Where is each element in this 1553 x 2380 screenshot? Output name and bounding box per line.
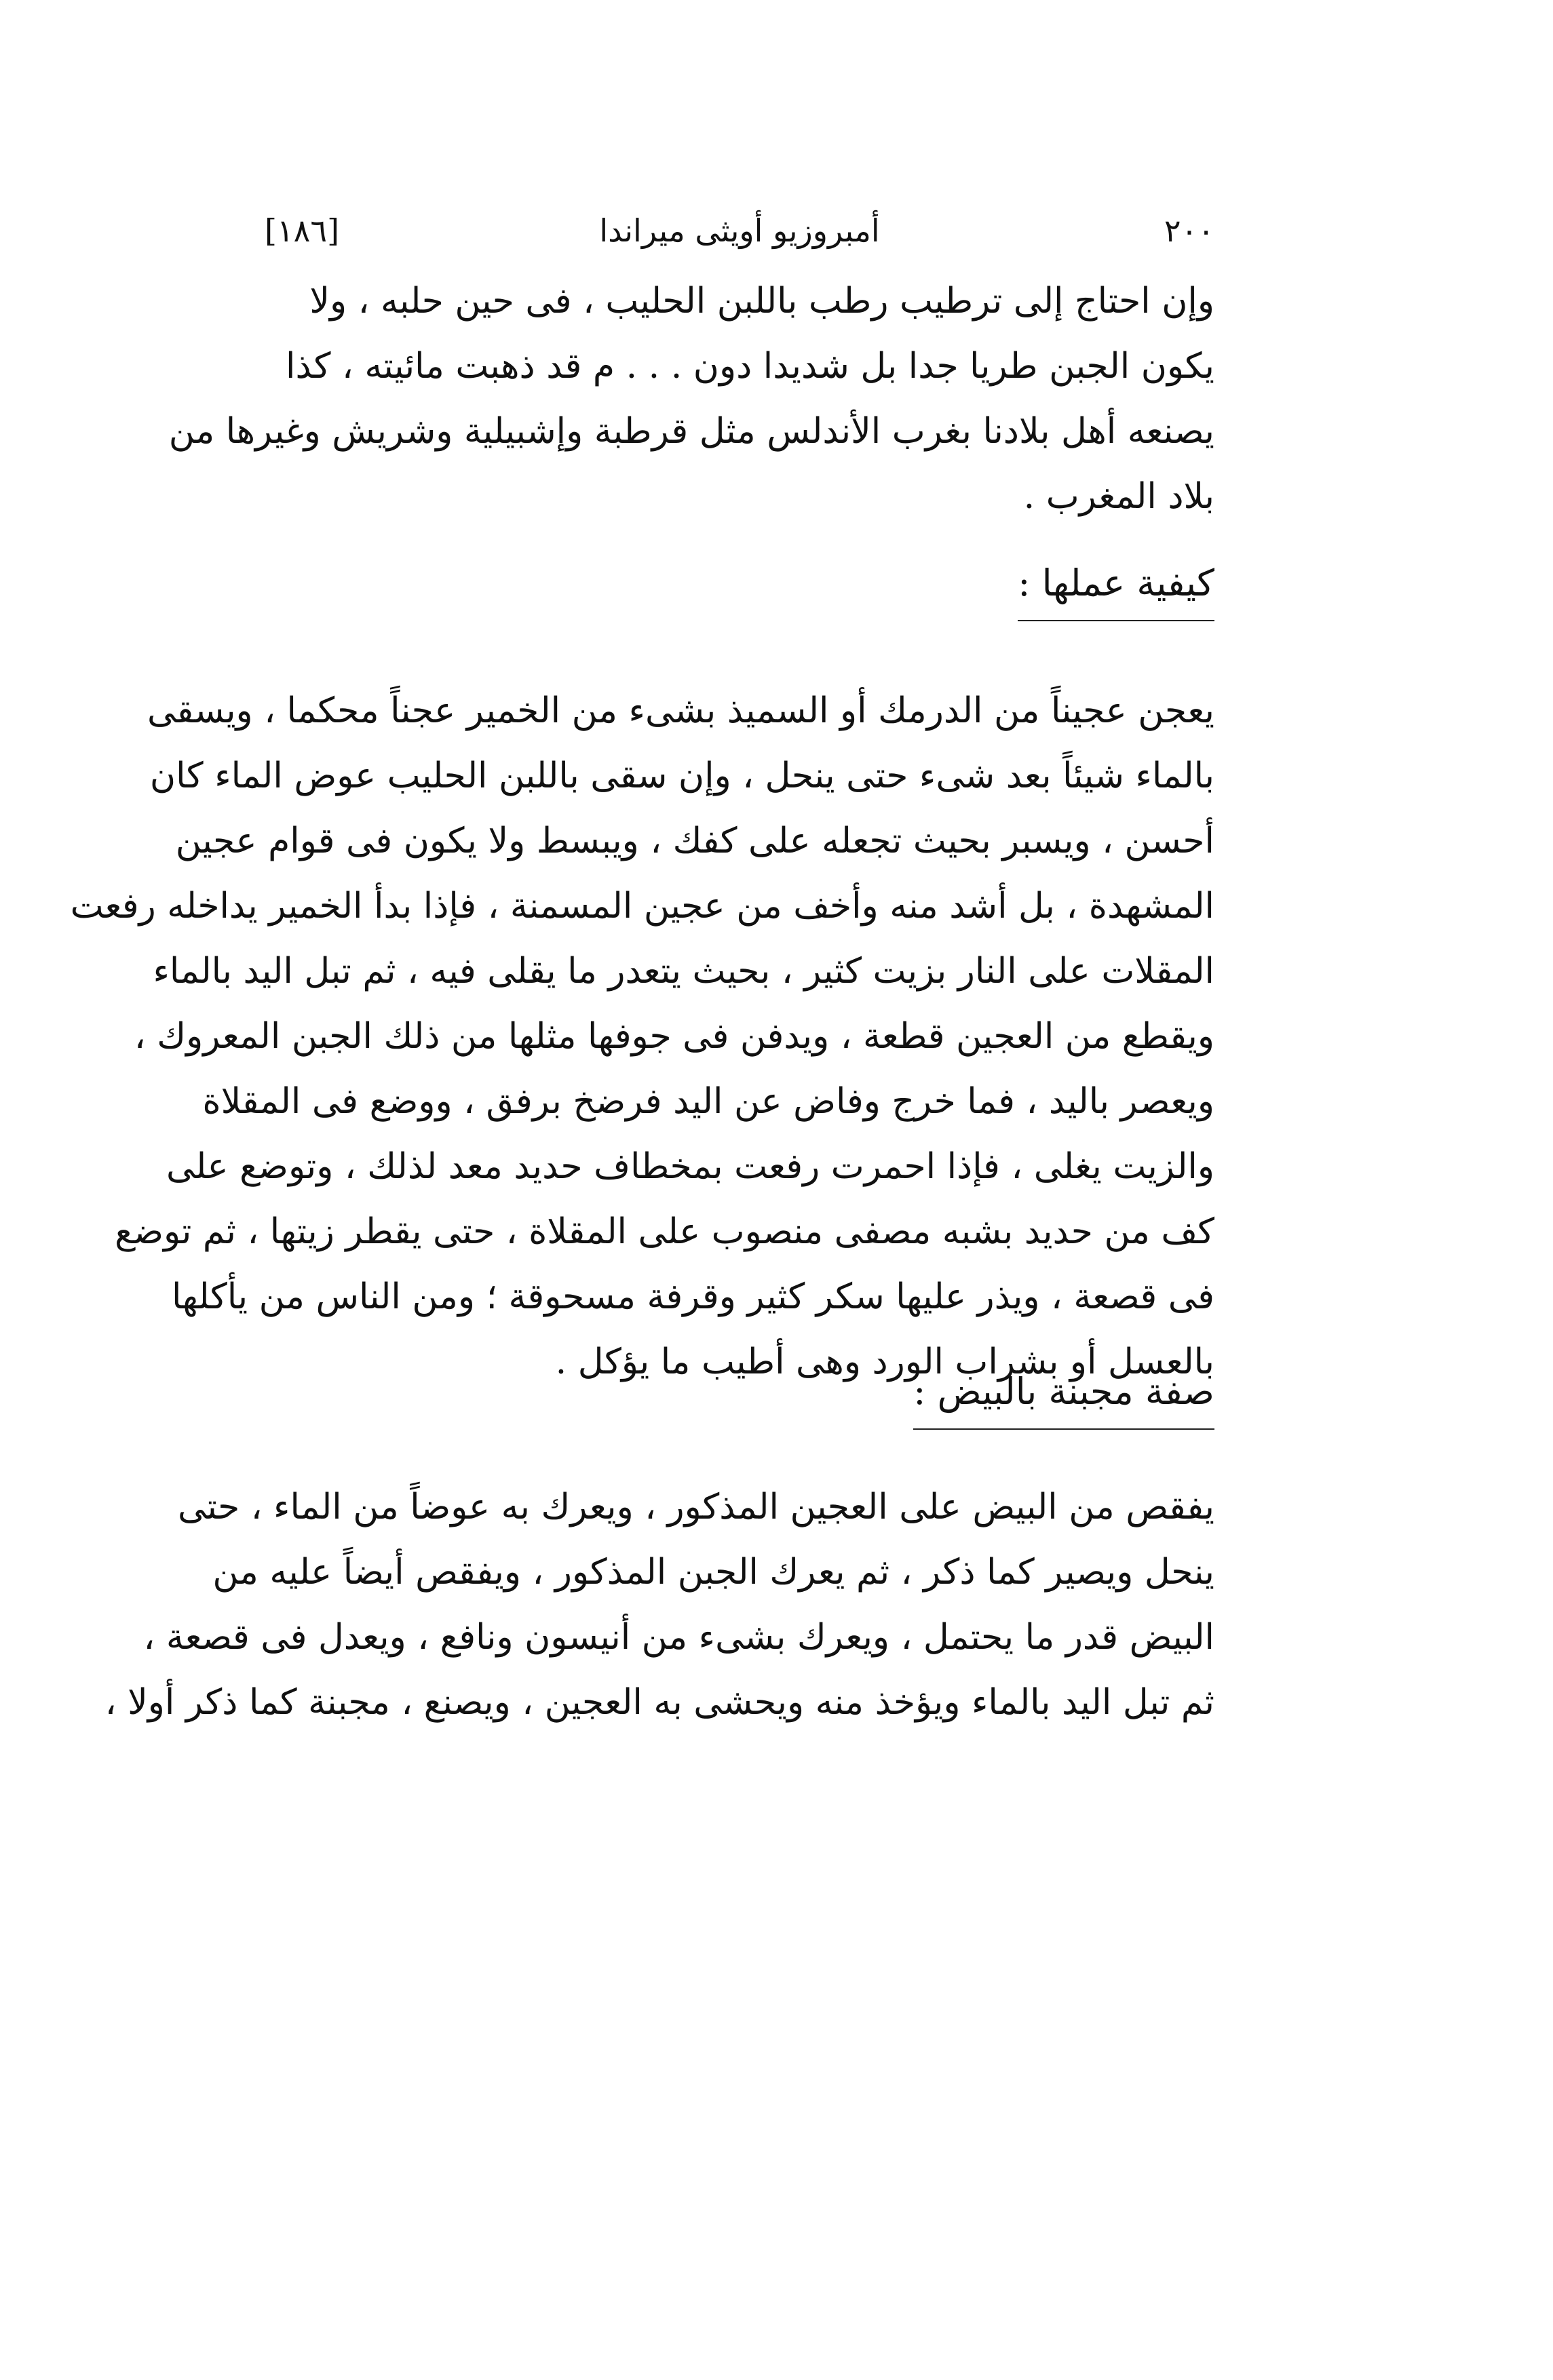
paragraph-2 <box>70 678 1214 1394</box>
text-line: المشهدة ، بل أشد منه وأخف من عجين المسمنة ، فإذا بدأ الخمير يداخله رفعت <box>70 886 1214 926</box>
paragraph-1 <box>168 269 1214 529</box>
text-line: بالعسل أو بشراب الورد وهى أطيب ما يؤكل . <box>555 1342 1214 1382</box>
running-title: أمبروزيو أويثى ميراندا <box>599 212 880 249</box>
text-line: أحسن ، ويسبر بحيث تجعله على كفك ، ويبسط ولا يكون فى قوام عجين <box>175 821 1214 861</box>
text-line: وإن احتاج إلى ترطيب رطب باللبن الحليب ، فى حين حلبه ، ولا <box>309 281 1214 321</box>
text-line: كف من حديد بشبه مصفى منصوب على المقلاة ، حتى يقطر زيتها ، ثم توضع <box>115 1211 1214 1252</box>
text-line: يفقص من البيض على العجين المذكور ، ويعرك به عوضاً من الماء ، حتى <box>178 1487 1214 1527</box>
text-line: بلاد المغرب . <box>1023 476 1214 517</box>
text-line: يعجن عجيناً من الدرمك أو السميذ بشىء من الخمير عجناً محكما ، ويسقى <box>147 690 1214 731</box>
section-heading-egg-mujabbana: صفة مجبنة بالبيض : <box>913 1365 1214 1430</box>
page-number: ٢٠٠ <box>1164 212 1214 249</box>
text-line: يكون الجبن طريا جدا بل شديدا دون . . . م قد ذهبت مائيته ، كذا <box>286 346 1214 387</box>
text-line: المقلات على النار بزيت كثير ، بحيث يتعدر ما يقلى فيه ، ثم تبل اليد بالماء <box>153 951 1214 992</box>
text-line: ينحل ويصير كما ذكر ، ثم يعرك الجبن المذكور ، ويفقص أيضاً عليه من <box>212 1552 1214 1593</box>
folio-number: [١٨٦] <box>265 212 340 249</box>
text-line: بالماء شيئاً بعد شىء حتى ينحل ، وإن سقى باللبن الحليب عوض الماء كان <box>149 756 1214 796</box>
paragraph-3 <box>104 1475 1214 1735</box>
text-line: ويعصر باليد ، فما خرج وفاض عن اليد فرضخ برفق ، ووضع فى المقلاة <box>202 1081 1214 1122</box>
text-line: ثم تبل اليد بالماء ويؤخذ منه ويحشى به العجين ، ويصنع ، مجبنة كما ذكر أولا ، <box>104 1682 1214 1723</box>
section-heading-preparation: كيفية عملها : <box>1018 556 1214 621</box>
text-line: والزيت يغلى ، فإذا احمرت رفعت بمخطاف حديد معد لذلك ، وتوضع على <box>166 1146 1214 1187</box>
text-line: فى قصعة ، ويذر عليها سكر كثير وقرفة مسحوقة ؛ ومن الناس من يأكلها <box>171 1276 1214 1317</box>
page-header <box>265 197 1214 271</box>
text-line: يصنعه أهل بلادنا بغرب الأندلس مثل قرطبة وإشبيلية وشريش وغيرها من <box>168 411 1214 452</box>
text-line: ويقطع من العجين قطعة ، ويدفن فى جوفها مثلها من ذلك الجبن المعروك ، <box>134 1016 1214 1057</box>
text-line: البيض قدر ما يحتمل ، ويعرك بشىء من أنيسون ونافع ، ويعدل فى قصعة ، <box>143 1617 1214 1658</box>
